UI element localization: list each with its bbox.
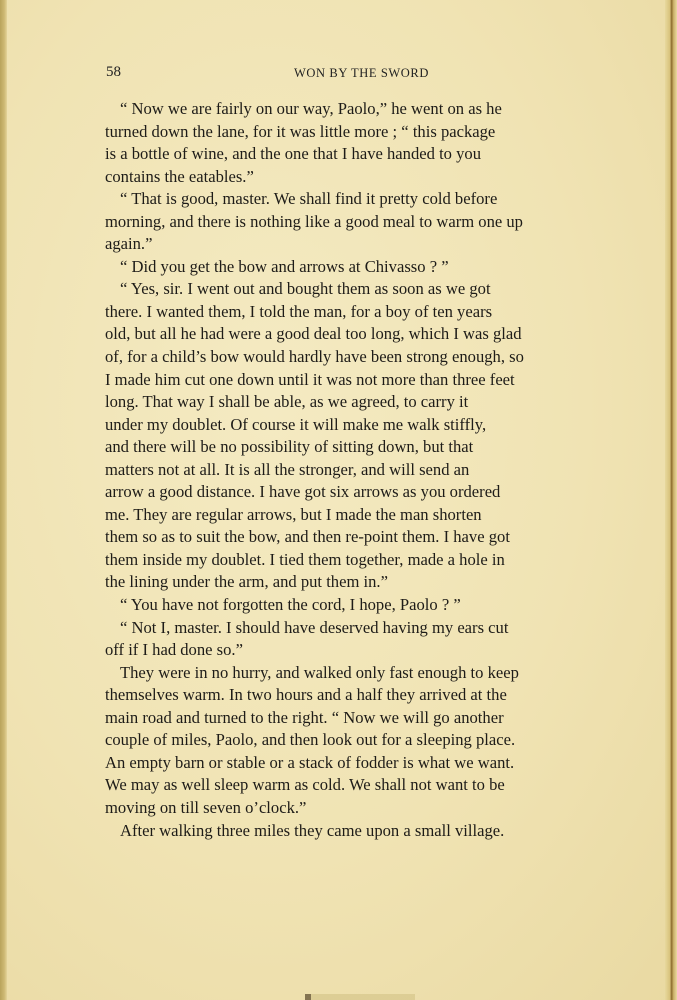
book-title: WON BY THE SWORD (294, 66, 429, 80)
text-line: and there will be no possibility of sitting down, but that (105, 437, 474, 457)
text-line: “ That is good, master. We shall find it pretty cold before (120, 189, 498, 209)
text-line: They were in no hurry, and walked only fast enough to keep (120, 662, 519, 682)
running-head (106, 64, 597, 86)
text-line: old, but all he had were a good deal too long, which I was glad (105, 324, 522, 344)
text-line: long. That way I shall be able, as we agreed, to carry it (105, 392, 469, 412)
text-line: again.” (105, 234, 153, 254)
text-line: contains the eatables.” (105, 166, 254, 186)
text-line: main road and turned to the right. “ Now we will go another (105, 707, 504, 727)
text-line: “ You have not forgotten the cord, I hope, Paolo ? ” (120, 595, 461, 615)
text-line: “ Now we are fairly on our way, Paolo,” he went on as he (120, 99, 502, 118)
body-text (105, 98, 596, 842)
text-line: couple of miles, Paolo, and then look out for a sleeping place. (105, 730, 516, 750)
text-line: matters not at all. It is all the stronger, and will send an (105, 459, 470, 479)
text-line: them inside my doublet. I tied them together, made a hole in (105, 549, 505, 569)
page-gutter-edge (0, 0, 7, 1000)
text-line: “ Yes, sir. I went out and bought them as soon as we got (120, 279, 491, 299)
text-line: turned down the lane, for it was little more ; “ this package (105, 121, 496, 141)
text-line: under my doublet. Of course it will make me walk stiffly, (105, 414, 487, 434)
text-line: “ Did you get the bow and arrows at Chivasso ? ” (120, 256, 449, 276)
text-line: off if I had done so.” (105, 640, 243, 660)
text-line: is a bottle of wine, and the one that I have handed to you (105, 144, 482, 164)
text-line: moving on till seven o’clock.” (105, 797, 307, 817)
text-line: there. I wanted them, I told the man, for a boy of ten years (105, 301, 493, 321)
text-line: “ Not I, master. I should have deserved having my ears cut (120, 617, 509, 637)
text-line: An empty barn or stable or a stack of fodder is what we want. (105, 752, 515, 772)
text-line: me. They are regular arrows, but I made the man shorten (105, 504, 482, 524)
text-line: morning, and there is nothing like a good meal to warm one up (105, 211, 523, 231)
text-line: After walking three miles they came upon a small village. (120, 820, 505, 840)
text-line: We may as well sleep warm as cold. We shall not want to be (105, 775, 505, 795)
text-line: arrow a good distance. I have got six arrows as you ordered (105, 482, 501, 502)
text-line: themselves warm. In two hours and a half they arrived at the (105, 685, 507, 705)
text-line: of, for a child’s bow would hardly have been strong enough, so (105, 347, 524, 367)
page-outer-edge (665, 0, 677, 1000)
text-line: the lining under the arm, and put them in.” (105, 572, 388, 592)
page-number: 58 (106, 64, 121, 80)
text-line: I made him cut one down until it was not more than three feet (105, 369, 515, 389)
scan-artifact (305, 994, 415, 1000)
text-line: them so as to suit the bow, and then re-point them. I have got (105, 527, 510, 547)
